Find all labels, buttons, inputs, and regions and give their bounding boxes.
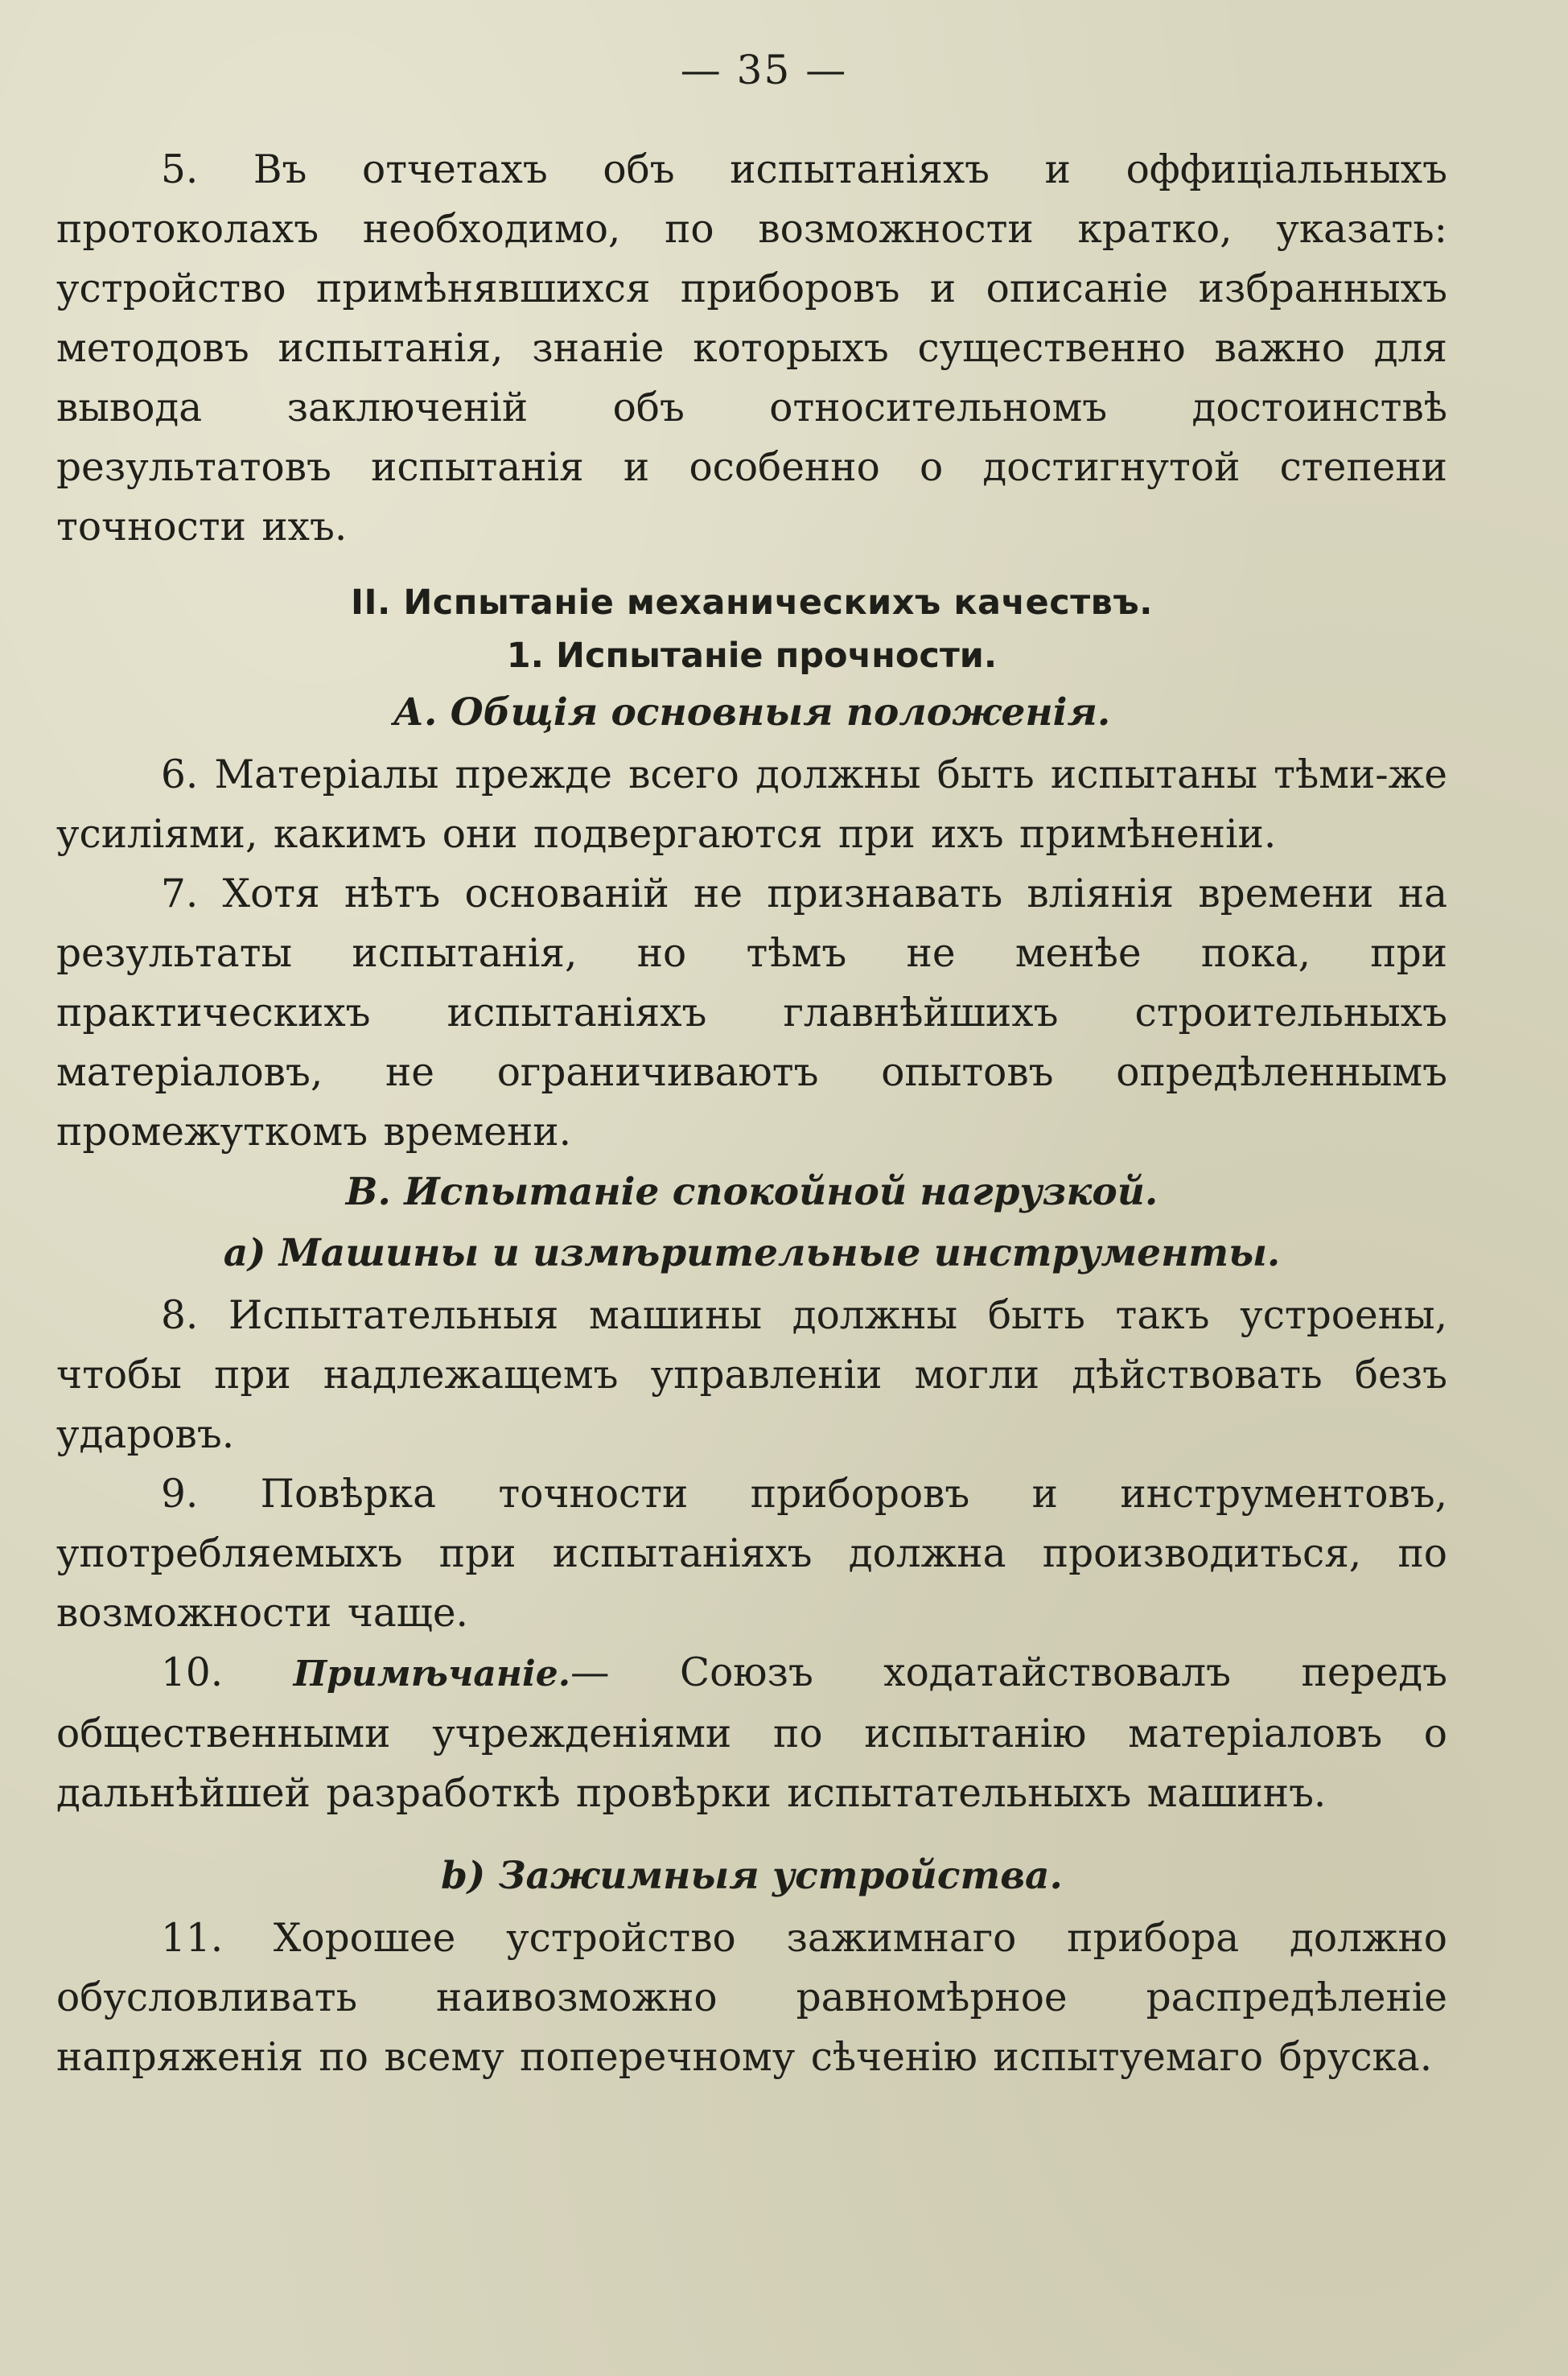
page-number: — 35 — xyxy=(680,47,848,93)
note-number: 10. xyxy=(161,1650,224,1695)
paragraph-7: 7. Хотя нѣтъ основаній не признавать вліянія времени на результаты испытанія, но тѣмъ не менѣе пока, при практическихъ испытаніяхъ главнѣйшихъ строительныхъ матеріаловъ, не ограничиваютъ опытовъ опредѣленнымъ промежуткомъ времени. xyxy=(56,871,1447,1155)
heading-machines-instruments: a) Машины и измѣрительные инструменты. xyxy=(223,1231,1281,1275)
paragraph-8: 8. Испытательныя машины должны быть такъ устроены, чтобы при надлежащемъ управленіи могли дѣйствовать безъ ударовъ. xyxy=(56,1293,1447,1457)
section-heading: II. Испытаніе механическихъ качествъ. xyxy=(351,583,1153,623)
note-text: — Союзъ ходатайствовалъ передъ общественными учрежденіями по испытанію матеріаловъ о дальнѣйшей разработкѣ провѣрки испытательныхъ машинъ. xyxy=(56,1650,1447,1816)
heading-clamping-devices: b) Зажимныя устройства. xyxy=(441,1854,1063,1898)
paragraph-5: 5. Въ отчетахъ объ испытаніяхъ и оффиціальныхъ протоколахъ необходимо, по возможности кратко, указать: устройство примѣнявшихся приборовъ и описаніе избранныхъ методовъ испытанія, знаніе которыхъ существенно важно для вывода заключеній объ относительномъ достоинствѣ результатовъ испытанія и особенно о достигнутой степени точности ихъ. xyxy=(56,147,1447,550)
note-label: Примѣчаніе. xyxy=(293,1653,571,1694)
heading-general-provisions: А. Общія основныя положенія. xyxy=(393,690,1111,735)
paragraph-11: 11. Хорошее устройство зажимнаго прибора должно обусловливать наивозможно равномѣрное распредѣленіе напряженія по всему поперечному сѣченію испытуемаго бруска. xyxy=(56,1916,1447,2080)
subsection-heading: 1. Испытаніе прочности. xyxy=(506,636,998,676)
paragraph-9: 9. Повѣрка точности приборовъ и инструментовъ, употребляемыхъ при испытаніяхъ должна производиться, по возможности чаще. xyxy=(56,1472,1447,1636)
paragraph-6: 6. Матеріалы прежде всего должны быть испытаны тѣми-же усиліями, какимъ они подвергаются при ихъ примѣненіи. xyxy=(56,752,1447,857)
heading-static-load: В. Испытаніе спокойной нагрузкой. xyxy=(345,1170,1159,1214)
paragraph-10-note xyxy=(56,1643,1447,1823)
